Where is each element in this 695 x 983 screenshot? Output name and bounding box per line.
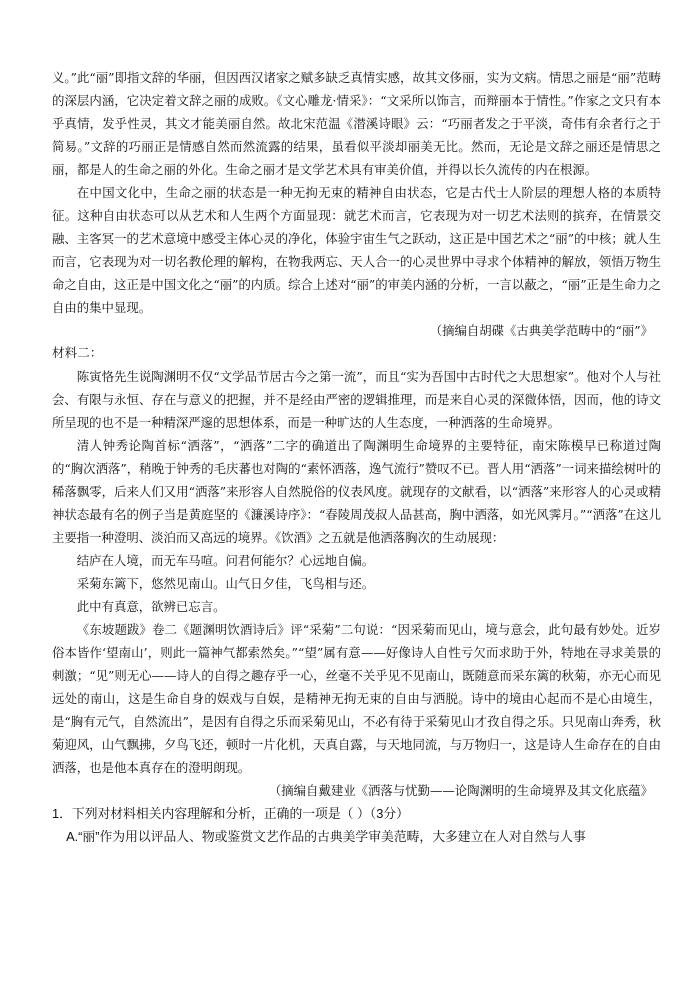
material1-paragraph-1: 义。”此“丽”即指文辞的华丽，但因西汉诸家之赋多缺乏真情实感，故其文侈丽，实为文病。情思之丽是“丽”范畴的深层内涵，它决定着文辞之丽的成败。《文心雕龙·情采》：“文采所以饰言，而辩丽本于情性。”作家之文只有本乎真情，发乎性灵，其文才能美丽自然。故北宋范温《潜溪诗眼》云：“巧丽者发之于平淡，奇伟有余者行之于简易。”文辞的巧丽正是情感自然而然流露的结果，虽看似平淡却丽美无比。然而，无论是文辞之丽还是情思之丽，都是人的生命之丽的外化。生命之丽才是文学艺术具有审美价值，并得以长久流传的内在根源。 — [52, 70, 661, 177]
poem-line-2: 采菊东篱下，悠然见南山。山气日夕佳，飞鸟相与还。 — [76, 576, 375, 591]
material2-paragraph-1: 陈寅恪先生说陶渊明不仅“文学品节居古今之第一流”，而且“实为吾国中古时代之大思想家”。他对个人与社会、有限与永恒、存在与意义的把握，并不是经由严密的逻辑推理，而是来自心灵的深微体悟，因而，他的诗文所呈现的也不是一种精深严邃的思想体系，而是一种旷达的人生态度，一种洒落的生命境界。 — [52, 369, 661, 430]
poem-line-1: 结庐在人境，而无车马喧。问君何能尔？心远地自偏。 — [76, 553, 375, 568]
material2-paragraph-2: 清人钟秀论陶首标“洒落”，“洒落”二字的确道出了陶渊明生命境界的主要特征，南宋陈模早已称道过陶的“胸次洒落”，稍晚于钟秀的毛庆蕃也对陶的“素怀洒落，逸气流行”赞叹不已。晋人用“洒落”一词来描绘树叶的稀落飘零，后来人们又用“洒落”来形容人自然脱俗的仪表风度。就现存的文献看，以“洒落”来形容人的心灵或精神状态最有名的例子当是黄庭坚的《濂溪诗序》：“春陵周茂叔人品甚高，胸中洒落，如光风霁月。”“洒落”在这儿主要指一种澄明、淡泊而又高远的境界。《饮酒》之五就是他洒落胸次的生动展现： — [52, 438, 661, 545]
material2-source: （摘编自戴建业《洒落与忧勤——论陶渊明的生命境界及其文化底蕴》 — [268, 783, 653, 798]
question-1-stem: 1．下列对材料相关内容理解和分析，正确的一项是（ ）（3分） — [52, 806, 409, 821]
material1-paragraph-2: 在中国文化中，生命之丽的状态是一种无拘无束的精神自由状态，它是古代士人阶层的理想人格的本质特征。这种自由状态可以从艺术和人生两个方面显现：就艺术而言，它表现为对一切艺术法则的摈弃，在情景交融、主客冥一的艺术意境中感受主体心灵的净化，体验宇宙生气之跃动，这正是中国艺术之“丽”的中核；就人生而言，它表现为对一切名教伦理的解构，在物我两忘、天人合一的心灵世界中寻求个体精神的解放，领悟万物生命之自由，这正是中国文化之“丽”的内质。综合上述对“丽”的审美内涵的分析，一言以蔽之，“丽”正是生命力之自由的集中显现。 — [52, 185, 661, 315]
poem-line-3: 此中有真意，欲辨已忘言。 — [76, 599, 226, 614]
material1-source: （摘编自胡碟《古典美学范畴中的“丽”》 — [429, 323, 653, 338]
material2-paragraph-3: 《东坡题跋》卷二《题渊明饮酒诗后》评“采菊”二句说：“因采菊而见山，境与意会，此句最有妙处。近岁俗本皆作‘望南山’，则此一篇神气都索然矣。”“望”属有意——好像诗人自性亏欠而求助于外，特地在寻求美景的刺激；“见”则无心——诗人的自得之趣存乎一心，丝毫不关乎见不见南山，既随意而采东篱的秋菊，亦无心而见远处的南山，这是生命自身的娱戏与自娱，是精神无拘无束的自由与洒脱。诗中的境由心起而不是心由境生，是“胸有元气，自然流出”，是因有自得之乐而采菊见山，不必有待于采菊见山才孜自得之乐。只见南山奔秀，秋菊迎风，山气飘拂，夕鸟飞还，顿时一片化机，天真自露，与天地同流，与万物归一，这是诗人生命存在的自由洒落，也是他本真存在的澄明朗现。 — [52, 622, 661, 775]
question-1-option-a: A.“丽”作为用以评品人、物或鉴赏文艺作品的古典美学审美范畴，大多建立在人对自然与人事 — [66, 829, 586, 844]
material2-heading: 材料二： — [52, 346, 103, 360]
